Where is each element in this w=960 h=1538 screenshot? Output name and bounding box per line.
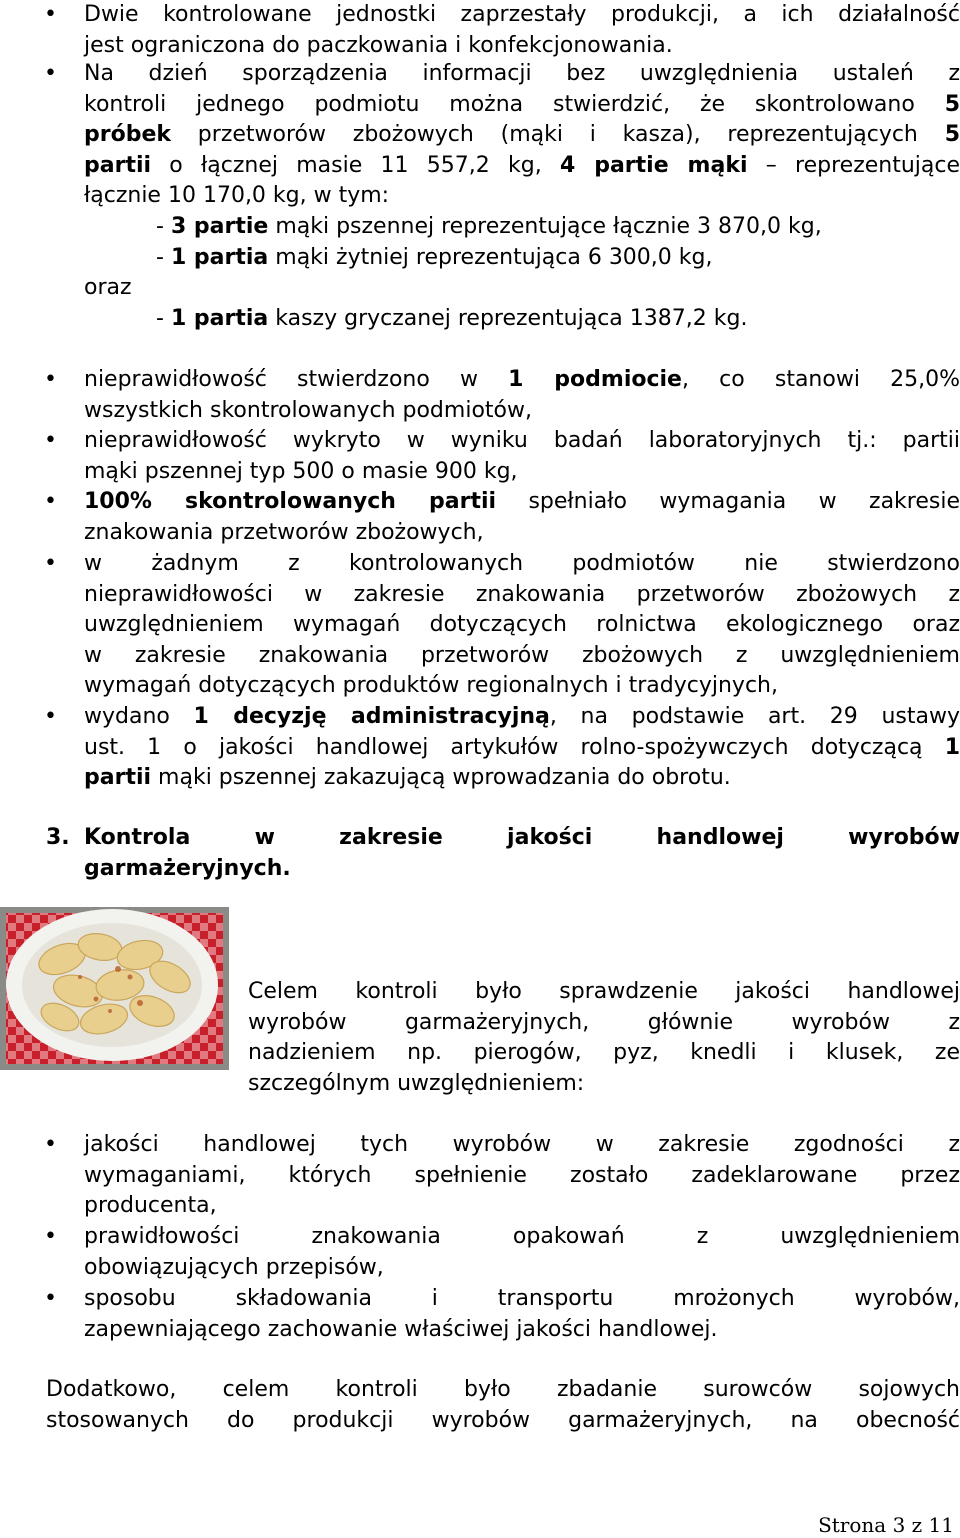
bullet-line <box>84 763 960 794</box>
paragraph-line: stosowanych do produkcji wyrobów garmażeryjnych, na obecność <box>46 1407 960 1433</box>
bullet-line <box>84 549 960 580</box>
text-run: sposobu składowania i transportu mrożonych wyrobów, <box>84 1286 960 1311</box>
text-run: prawidłowości znakowania opakowań z uwzględnieniem <box>84 1224 960 1249</box>
text-run: w zakresie znakowania przetworów zbożowych z uwzględnieniem <box>84 642 960 668</box>
bold-text: 5 <box>944 91 960 117</box>
bullet-line <box>84 151 960 182</box>
text-run: Dwie kontrolowane jednostki zaprzestały produkcji, a ich działalność <box>84 2 960 27</box>
text-run: , na podstawie art. 29 ustawy <box>549 704 960 729</box>
bullet-item <box>84 59 960 334</box>
paragraph-line: szczególnym uwzględnieniem: <box>248 1070 585 1096</box>
text-run: - <box>156 244 171 270</box>
bullet-line <box>84 59 960 90</box>
text-run: mąki pszennej zakazującą wprowadzania do obrotu. <box>151 765 731 791</box>
bullet-item <box>84 702 960 794</box>
text-run: łącznie 10 170,0 kg, w tym: <box>84 183 390 209</box>
text-run: spełniało wymagania w zakresie <box>496 489 960 514</box>
text-run: o łącznej masie 11 557,2 kg, <box>151 152 560 178</box>
bullet-line <box>84 1161 960 1192</box>
text-run: kaszy gryczanej reprezentująca 1387,2 kg. <box>268 305 748 331</box>
bullet-line <box>84 273 960 304</box>
text-run: , co stanowi 25,0% <box>681 367 960 392</box>
bold-text: partii <box>84 765 152 791</box>
text-run: kontroli jednego podmiotu można stwierdzić, że skontrolowano <box>84 91 945 117</box>
bullet-item <box>84 549 960 702</box>
paragraph-line: wyrobów garmażeryjnych, głównie wyrobów z <box>248 1009 960 1035</box>
bold-text: 5 <box>944 122 960 148</box>
bold-text: 1 partia <box>170 244 269 270</box>
bullet-line <box>84 1222 960 1253</box>
bullet-line <box>84 365 960 396</box>
text-run: – reprezentujące <box>747 152 960 178</box>
text-run: Na dzień sporządzenia informacji bez uwzględnienia ustaleń z <box>84 61 960 86</box>
bullet-line <box>84 396 960 427</box>
bullet-line <box>84 580 960 611</box>
text-run: uwzględnieniem wymagań dotyczących rolnictwa ekologicznego oraz <box>84 612 960 638</box>
text-run: wszystkich skontrolowanych podmiotów, <box>84 397 532 423</box>
text-run: wymagań dotyczących produktów regionalnych i tradycyjnych, <box>84 673 778 699</box>
bold-text: 100% skontrolowanych partii <box>84 489 497 514</box>
text-run: jest ograniczona do paczkowania i konfekcjonowania. <box>84 32 673 58</box>
bold-text: 1 podmiocie <box>508 367 682 392</box>
bullet-line <box>84 1284 960 1315</box>
bold-text: 1 partia <box>170 305 269 331</box>
bold-text: partii <box>84 152 152 178</box>
bullet-line <box>84 518 960 549</box>
intro-paragraph <box>248 977 960 1099</box>
text-run: nieprawidłowość wykryto w wyniku badań laboratoryjnych tj.: partii <box>84 428 960 453</box>
bullet-line <box>84 487 960 518</box>
bullet-item <box>84 1130 960 1222</box>
bullet-item <box>84 0 960 61</box>
text-run: oraz <box>84 275 132 301</box>
bullet-line <box>84 243 960 274</box>
text-run: ust. 1 o jakości handlowej artykułów rolno-spożywczych dotyczącą <box>84 734 945 760</box>
text-run: w żadnym z kontrolowanych podmiotów nie stwierdzono <box>84 551 960 576</box>
text-run: znakowania przetworów zbożowych, <box>84 519 484 545</box>
bullet-item <box>84 426 960 487</box>
text-run: - <box>156 305 171 331</box>
bullet-line <box>84 610 960 641</box>
bold-text: próbek <box>84 122 172 148</box>
section-title-line: Kontrola w zakresie jakości handlowej wyrobów <box>84 825 960 850</box>
bullet-item <box>84 487 960 548</box>
closing-paragraph <box>46 1375 960 1436</box>
text-run: wydano <box>84 704 194 729</box>
bold-text: 4 partie mąki <box>559 152 748 178</box>
paragraph-line: nadzieniem np. pierogów, pyz, knedli i klusek, ze <box>248 1040 960 1066</box>
bullet-line <box>84 90 960 121</box>
text-run: nieprawidłowości w zakresie znakowania przetworów zbożowych z <box>84 581 960 607</box>
bullet-line <box>84 0 960 31</box>
bullet-line <box>84 181 960 212</box>
page-number: Strona 3 z 11 <box>818 1513 954 1537</box>
text-run: przetworów zbożowych (mąki i kasza), reprezentujących <box>171 122 945 148</box>
bold-text: 1 decyzję administracyjną <box>193 704 550 729</box>
section-number: 3. <box>46 825 70 850</box>
text-run: zapewniającego zachowanie właściwej jakości handlowej. <box>84 1316 718 1342</box>
paragraph-line: Celem kontroli było sprawdzenie jakości handlowej <box>248 979 960 1004</box>
text-run: mąki pszennej reprezentujące łącznie 3 870,0 kg, <box>268 213 822 239</box>
bullet-line <box>84 120 960 151</box>
dumplings-photo <box>0 907 229 1070</box>
text-run: obowiązujących przepisów, <box>84 1254 384 1280</box>
bullet-item <box>84 1284 960 1345</box>
text-run: - <box>156 213 171 239</box>
bullet-line <box>84 31 960 62</box>
bold-text: 1 <box>944 734 960 760</box>
bullet-line <box>84 671 960 702</box>
bullet-line <box>84 426 960 457</box>
text-run: wymaganiami, których spełnienie zostało zadeklarowane przez <box>84 1162 960 1188</box>
bullet-line <box>84 1191 960 1222</box>
bullet-item <box>84 365 960 426</box>
bullet-line <box>84 1253 960 1284</box>
text-run: mąki pszennej typ 500 o masie 900 kg, <box>84 458 518 484</box>
text-run: jakości handlowej tych wyrobów w zakresie zgodności z <box>84 1132 960 1157</box>
bullet-line <box>84 304 960 335</box>
bold-text: 3 partie <box>170 213 269 239</box>
bullet-line <box>84 457 960 488</box>
bullet-line <box>84 1130 960 1161</box>
paragraph-line: Dodatkowo, celem kontroli było zbadanie surowców sojowych <box>46 1377 960 1402</box>
bullet-line <box>84 733 960 764</box>
bullet-item <box>84 1222 960 1283</box>
section-title-line: garmażeryjnych. <box>84 855 291 881</box>
bullet-line <box>84 641 960 672</box>
bullet-line <box>84 702 960 733</box>
text-run: producenta, <box>84 1193 217 1219</box>
text-run: nieprawidłowość stwierdzono w <box>84 367 509 392</box>
bullet-line <box>84 1315 960 1346</box>
bullet-line <box>84 212 960 243</box>
text-run: mąki żytniej reprezentująca 6 300,0 kg, <box>268 244 713 270</box>
